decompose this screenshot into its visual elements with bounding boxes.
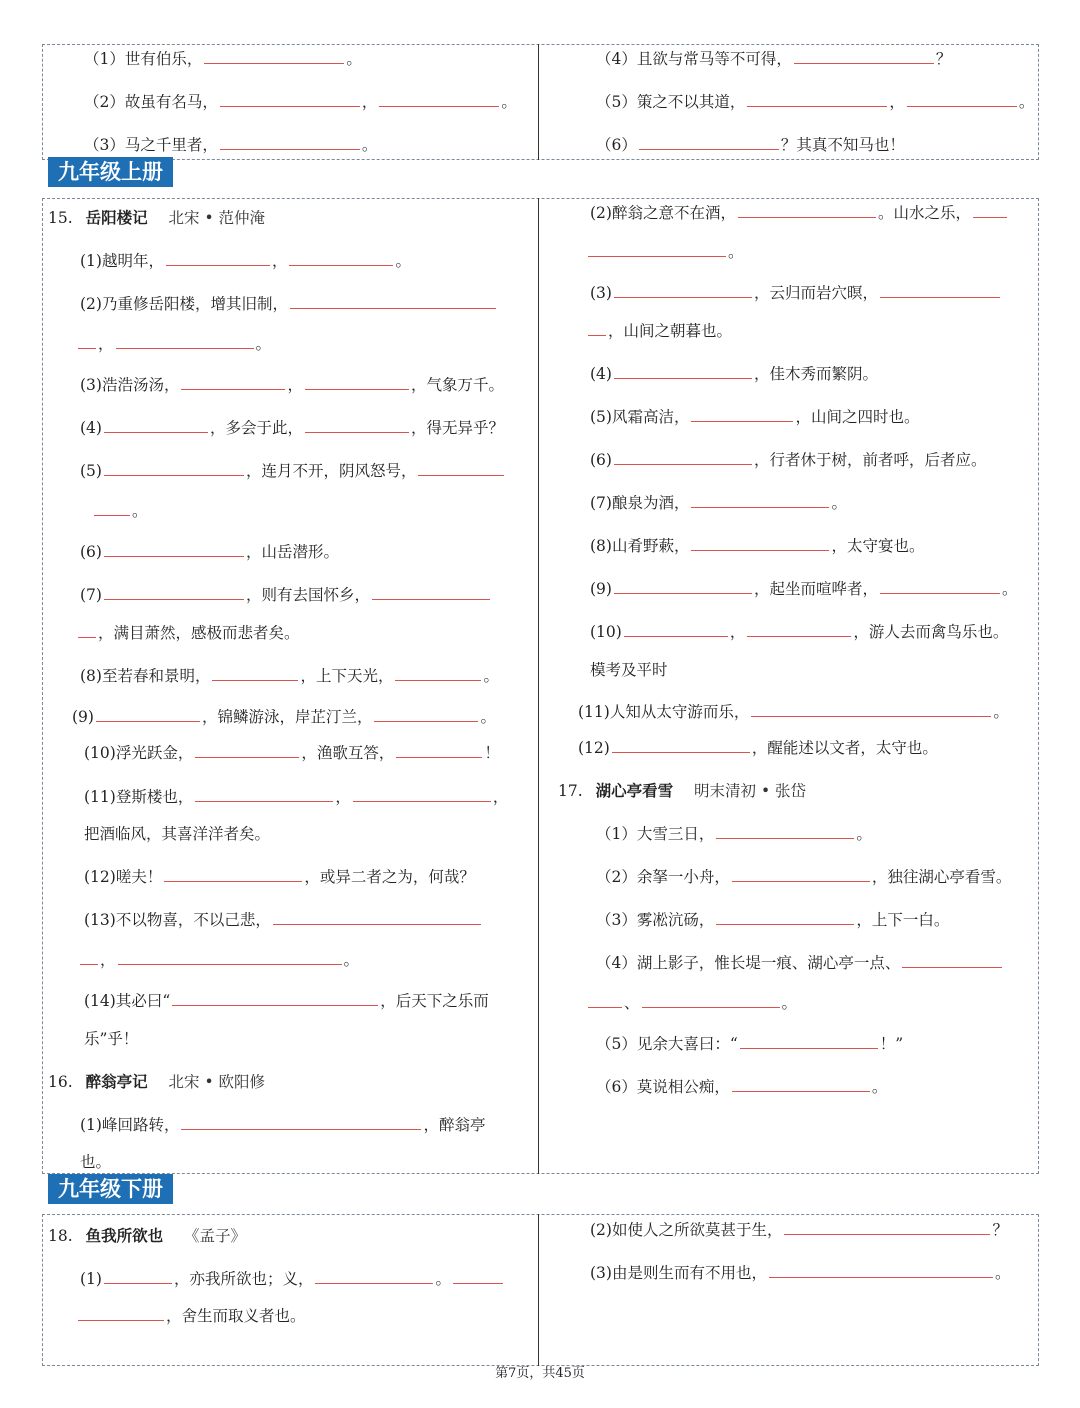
- p16-line-2-cont: [586, 242, 744, 262]
- line-text: （3）雾凇沆砀，: [596, 911, 715, 929]
- p16-line-5: [590, 407, 919, 427]
- p16-line-3: [590, 283, 1002, 303]
- line-text: ，山间之四时也。: [795, 408, 920, 426]
- line-text: ，锦鳞游泳，岸芷汀兰，: [201, 708, 373, 726]
- line-text: ，渔歌互答，: [301, 744, 395, 762]
- punct: 。: [255, 335, 272, 353]
- p17-line-3: [596, 910, 949, 930]
- line-text: （4）且欲与常马等不可得，: [596, 50, 792, 68]
- p15-line-2: [80, 294, 498, 314]
- line-text: ，独往湖心亭看雪。: [871, 868, 1012, 886]
- line-text: (3)浩浩汤汤，: [80, 376, 180, 394]
- line-text: ，得无异乎？: [410, 419, 504, 437]
- line-text: (12)嗟夫！: [84, 868, 163, 886]
- line-text: (8)山肴野蔌，: [590, 537, 690, 555]
- blank[interactable]: [78, 334, 96, 349]
- p18-line-1: [80, 1269, 505, 1289]
- line-text: ，多会于此，: [209, 419, 303, 437]
- p16-line-4: [590, 364, 878, 384]
- punct: 。: [501, 93, 517, 111]
- line-text: ，满目萧然，感极而悲者矣。: [98, 624, 300, 642]
- blank[interactable]: [716, 910, 854, 925]
- p15-line-13-cont: [78, 950, 359, 970]
- top-line-4: [596, 49, 951, 69]
- punct: 、: [624, 994, 640, 1012]
- middle-divider: [538, 198, 539, 1174]
- punct: 。: [483, 667, 499, 685]
- p15-line-6: [80, 542, 339, 562]
- p15-line-10: [84, 743, 500, 763]
- blank[interactable]: [181, 375, 285, 390]
- page-number: 第7页，共45页: [495, 1366, 585, 1381]
- line-text: (11)人知从太守游而乐，: [578, 703, 750, 721]
- line-text: (10)浮光跃金，: [84, 744, 194, 762]
- line-text: (7)酿泉为酒，: [590, 494, 690, 512]
- line-text: （5）见余大喜曰：“: [596, 1035, 738, 1053]
- line-text: 。山水之乐，: [877, 204, 971, 222]
- p16-note: [590, 660, 668, 680]
- p15-line-5: [80, 461, 506, 481]
- blank[interactable]: [902, 953, 1002, 968]
- top-line-1: [84, 49, 362, 69]
- line-text: （5）策之不以其道，: [596, 93, 746, 111]
- blank[interactable]: [78, 623, 96, 638]
- p17-line-5: [596, 1034, 903, 1054]
- note-text: 模考及平时: [590, 661, 668, 679]
- line-text: ，云归而岩穴暝，: [753, 284, 878, 302]
- line-text: ，上下天光，: [300, 667, 394, 685]
- blank[interactable]: [612, 738, 750, 753]
- line-text: (11)登斯楼也，: [84, 788, 194, 806]
- punct: ，: [287, 376, 303, 394]
- p18-line-2: [590, 1220, 1008, 1240]
- blank[interactable]: [78, 1306, 164, 1321]
- blank[interactable]: [104, 418, 208, 433]
- p15-line-4: [80, 418, 504, 438]
- line-text: (2)醉翁之意不在酒，: [590, 204, 736, 222]
- p15-heading: [48, 208, 265, 228]
- blank[interactable]: [104, 542, 244, 557]
- punct: 。: [1001, 580, 1018, 598]
- blank[interactable]: [220, 92, 360, 107]
- blank[interactable]: [379, 92, 499, 107]
- blank[interactable]: [794, 49, 934, 64]
- blank[interactable]: [691, 536, 829, 551]
- blank[interactable]: [614, 450, 752, 465]
- line-text: ，佳木秀而繁阴。: [753, 365, 878, 383]
- blank[interactable]: [116, 334, 254, 349]
- line-text: ，舍生而取义者也。: [166, 1307, 306, 1325]
- blank[interactable]: [784, 1220, 990, 1235]
- blank[interactable]: [614, 579, 752, 594]
- top-divider: [538, 44, 539, 160]
- p18-heading: [48, 1226, 246, 1246]
- blank[interactable]: [104, 1269, 172, 1284]
- p17-author: 明末清初 • 张岱: [694, 782, 807, 800]
- p16-author: 北宋 • 欧阳修: [168, 1073, 266, 1091]
- blank[interactable]: [212, 666, 298, 681]
- blank[interactable]: [305, 418, 409, 433]
- p16-line-10: [590, 622, 1008, 642]
- p15-line-14: [84, 991, 489, 1011]
- p18-author: 《孟子》: [184, 1227, 247, 1245]
- blank[interactable]: [195, 743, 299, 758]
- line-text: (1): [80, 1270, 102, 1288]
- blank[interactable]: [315, 1269, 433, 1284]
- blank[interactable]: [353, 787, 491, 802]
- punct: ，: [889, 93, 905, 111]
- blank[interactable]: [80, 950, 98, 965]
- line-text: ，则有去国怀乡，: [245, 586, 370, 604]
- line-text: (9): [590, 580, 612, 598]
- p16-line-11: [578, 702, 1009, 722]
- punct: 。: [343, 951, 360, 969]
- blank[interactable]: [453, 1269, 503, 1284]
- blank[interactable]: [273, 910, 481, 925]
- p16-line-1: [80, 1115, 485, 1135]
- blank[interactable]: [104, 585, 244, 600]
- top-line-5: [596, 92, 1034, 112]
- p16-line-8: [590, 536, 924, 556]
- line-text: ，上下一白。: [856, 911, 950, 929]
- punct: 。: [435, 1270, 451, 1288]
- p17-number: 17.: [558, 782, 583, 800]
- p16-line-1-cont: [80, 1152, 111, 1172]
- p15-line-8: [80, 666, 499, 686]
- blank[interactable]: [747, 92, 887, 107]
- blank[interactable]: [642, 993, 780, 1008]
- line-text: (9): [72, 708, 94, 726]
- line-text: 也。: [80, 1153, 112, 1171]
- line-text: ，山间之朝暮也。: [608, 322, 733, 340]
- p15-line-2-cont: [76, 334, 271, 354]
- line-text: （2）余拏一小舟，: [596, 868, 730, 886]
- punct: 。: [346, 50, 362, 68]
- section-header-grade9-vol1: 九年级上册: [48, 157, 173, 187]
- section-header-grade9-vol2: 九年级下册: [48, 1174, 173, 1204]
- line-text: ，亦我所欲也；义，: [173, 1270, 314, 1288]
- blank[interactable]: [220, 135, 360, 150]
- blank[interactable]: [740, 1034, 878, 1049]
- punct: 。: [781, 994, 798, 1012]
- p16-line-2: [590, 203, 1009, 223]
- line-text: ，太守宴也。: [831, 537, 925, 555]
- line-text: ？其真不知马也！: [780, 136, 905, 154]
- line-text: ，醒能述以文者，太守也。: [751, 739, 938, 757]
- line-text: ！”: [879, 1035, 904, 1053]
- p16-line-6: [590, 450, 986, 470]
- line-text: ，醉翁亭: [423, 1116, 486, 1134]
- punct: 。: [395, 252, 411, 270]
- punct: 。: [728, 243, 744, 261]
- p15-line-7: [80, 585, 492, 605]
- p15-line-11: [84, 787, 508, 807]
- p15-line-5-cont: [92, 501, 148, 521]
- punct: ，: [361, 93, 378, 111]
- line-text: ，起坐而喧哗者，: [753, 580, 878, 598]
- blank[interactable]: [732, 867, 870, 882]
- blank[interactable]: [166, 251, 270, 266]
- punct: 。: [856, 825, 872, 843]
- line-text: 乐”乎！: [84, 1030, 139, 1048]
- line-text: (2)乃重修岳阳楼，增其旧制，: [80, 295, 288, 313]
- p17-line-4-cont: [586, 993, 797, 1013]
- line-text: (3): [590, 284, 612, 302]
- blank[interactable]: [716, 824, 854, 839]
- p15-line-11-cont: [84, 824, 270, 844]
- blank[interactable]: [374, 707, 478, 722]
- blank[interactable]: [96, 707, 200, 722]
- punct: 。: [480, 708, 496, 726]
- blank[interactable]: [691, 493, 829, 508]
- line-text: (10): [590, 623, 622, 641]
- line-text: (6): [80, 543, 102, 561]
- line-text: (14)其必曰“: [84, 992, 171, 1010]
- p18-line-1-cont: [76, 1306, 306, 1326]
- line-text: （3）马之千里者，: [84, 136, 218, 154]
- p15-number: 15.: [48, 209, 73, 227]
- p16-line-3-cont: [586, 321, 732, 341]
- blank[interactable]: [751, 702, 991, 717]
- blank[interactable]: [769, 1263, 993, 1278]
- p17-line-4: [596, 953, 1004, 973]
- line-text: (12): [578, 739, 610, 757]
- blank[interactable]: [289, 251, 393, 266]
- p17-heading: [558, 781, 806, 801]
- p15-title: 岳阳楼记: [85, 209, 148, 227]
- line-text: (3)由是则生而有不用也，: [590, 1264, 767, 1282]
- blank[interactable]: [691, 407, 793, 422]
- blank[interactable]: [973, 203, 1007, 218]
- line-text: (13)不以物喜，不以己悲，: [84, 911, 271, 929]
- line-text: (7): [80, 586, 102, 604]
- line-text: ，气象万千。: [410, 376, 504, 394]
- blank[interactable]: [172, 991, 378, 1006]
- line-text: (4): [590, 365, 612, 383]
- blank[interactable]: [195, 787, 333, 802]
- blank[interactable]: [588, 242, 726, 257]
- p16-number: 16.: [48, 1073, 73, 1091]
- p15-line-12: [84, 867, 475, 887]
- punct: ，: [335, 788, 351, 806]
- punct: 。: [1018, 93, 1035, 111]
- blank[interactable]: [181, 1115, 421, 1130]
- blank[interactable]: [732, 1077, 870, 1092]
- blank[interactable]: [395, 666, 481, 681]
- blank[interactable]: [104, 461, 244, 476]
- blank[interactable]: [747, 622, 851, 637]
- p15-line-1: [80, 251, 411, 271]
- line-text: ，后天下之乐而: [380, 992, 489, 1010]
- line-text: ，游人去而禽鸟乐也。: [853, 623, 1009, 641]
- top-line-3: [84, 135, 377, 155]
- line-text: 把酒临风，其喜洋洋者矣。: [84, 825, 271, 843]
- line-text: (6): [590, 451, 612, 469]
- punct: ，: [98, 335, 114, 353]
- line-text: (5): [80, 462, 102, 480]
- blank[interactable]: [639, 135, 779, 150]
- p15-line-7-cont: [76, 623, 300, 643]
- punct: 。: [994, 1264, 1011, 1282]
- line-text: (4): [80, 419, 102, 437]
- line-text: （1）世有伯乐，: [84, 50, 203, 68]
- top-line-6: [596, 135, 905, 155]
- blank[interactable]: [396, 743, 482, 758]
- p15-line-14-cont: [84, 1029, 138, 1049]
- blank[interactable]: [290, 294, 496, 309]
- blank[interactable]: [880, 579, 1000, 594]
- blank[interactable]: [614, 283, 752, 298]
- punct: ，: [100, 951, 116, 969]
- top-line-2: [84, 92, 517, 112]
- p18-title: 鱼我所欲也: [85, 1227, 164, 1245]
- blank[interactable]: [880, 283, 1000, 298]
- blank[interactable]: [738, 203, 876, 218]
- punct: ，: [271, 252, 288, 270]
- line-text: ，或异二者之为，何哉？: [304, 868, 475, 886]
- bottom-divider: [538, 1214, 539, 1366]
- blank[interactable]: [588, 993, 622, 1008]
- line-text: （2）故虽有名马，: [84, 93, 218, 111]
- p17-line-6: [596, 1077, 887, 1097]
- blank[interactable]: [118, 950, 342, 965]
- p15-line-3: [80, 375, 504, 395]
- p16-line-12: [578, 738, 938, 758]
- punct: ！: [484, 744, 500, 762]
- p17-line-1: [596, 824, 872, 844]
- p17-line-2: [596, 867, 1011, 887]
- blank[interactable]: [204, 49, 344, 64]
- blank[interactable]: [372, 585, 490, 600]
- line-text: （6）: [596, 136, 637, 154]
- p17-title: 湖心亭看雪: [595, 782, 674, 800]
- blank[interactable]: [588, 321, 606, 336]
- punct: ，: [492, 788, 509, 806]
- line-text: (2)如使人之所欲莫甚于生，: [590, 1221, 783, 1239]
- blank[interactable]: [164, 867, 302, 882]
- line-text: ，连月不开，阴风怒号，: [245, 462, 417, 480]
- line-text: （1）大雪三日，: [596, 825, 715, 843]
- line-text: ，行者休于树，前者呼，后者应。: [753, 451, 987, 469]
- line-text: (8)至若春和景明，: [80, 667, 211, 685]
- punct: ？: [935, 50, 952, 68]
- punct: ？: [992, 1221, 1008, 1239]
- punct: 。: [132, 502, 148, 520]
- p15-author: 北宋 • 范仲淹: [168, 209, 266, 227]
- line-text: (1)越明年，: [80, 252, 164, 270]
- punct: 。: [831, 494, 847, 512]
- p16-line-7: [590, 493, 847, 513]
- line-text: (1)峰回路转，: [80, 1116, 180, 1134]
- blank[interactable]: [624, 622, 728, 637]
- line-text: ，山岳潜形。: [245, 543, 339, 561]
- blank[interactable]: [907, 92, 1017, 107]
- blank[interactable]: [614, 364, 752, 379]
- line-text: （6）莫说相公痴，: [596, 1078, 730, 1096]
- p16-line-9: [590, 579, 1018, 599]
- punct: ，: [729, 623, 746, 641]
- p15-line-13: [84, 910, 483, 930]
- p16-heading: [48, 1072, 265, 1092]
- line-text: (5)风霜高洁，: [590, 408, 690, 426]
- blank[interactable]: [305, 375, 409, 390]
- line-text: （4）湖上影子，惟长堤一痕、湖心亭一点、: [596, 954, 901, 972]
- p16-title: 醉翁亭记: [85, 1073, 148, 1091]
- punct: 。: [993, 703, 1009, 721]
- punct: 。: [361, 136, 378, 154]
- blank[interactable]: [94, 501, 130, 516]
- p18-number: 18.: [48, 1227, 73, 1245]
- blank[interactable]: [418, 461, 504, 476]
- p15-line-9: [72, 707, 496, 727]
- p18-line-3: [590, 1263, 1010, 1283]
- punct: 。: [871, 1078, 888, 1096]
